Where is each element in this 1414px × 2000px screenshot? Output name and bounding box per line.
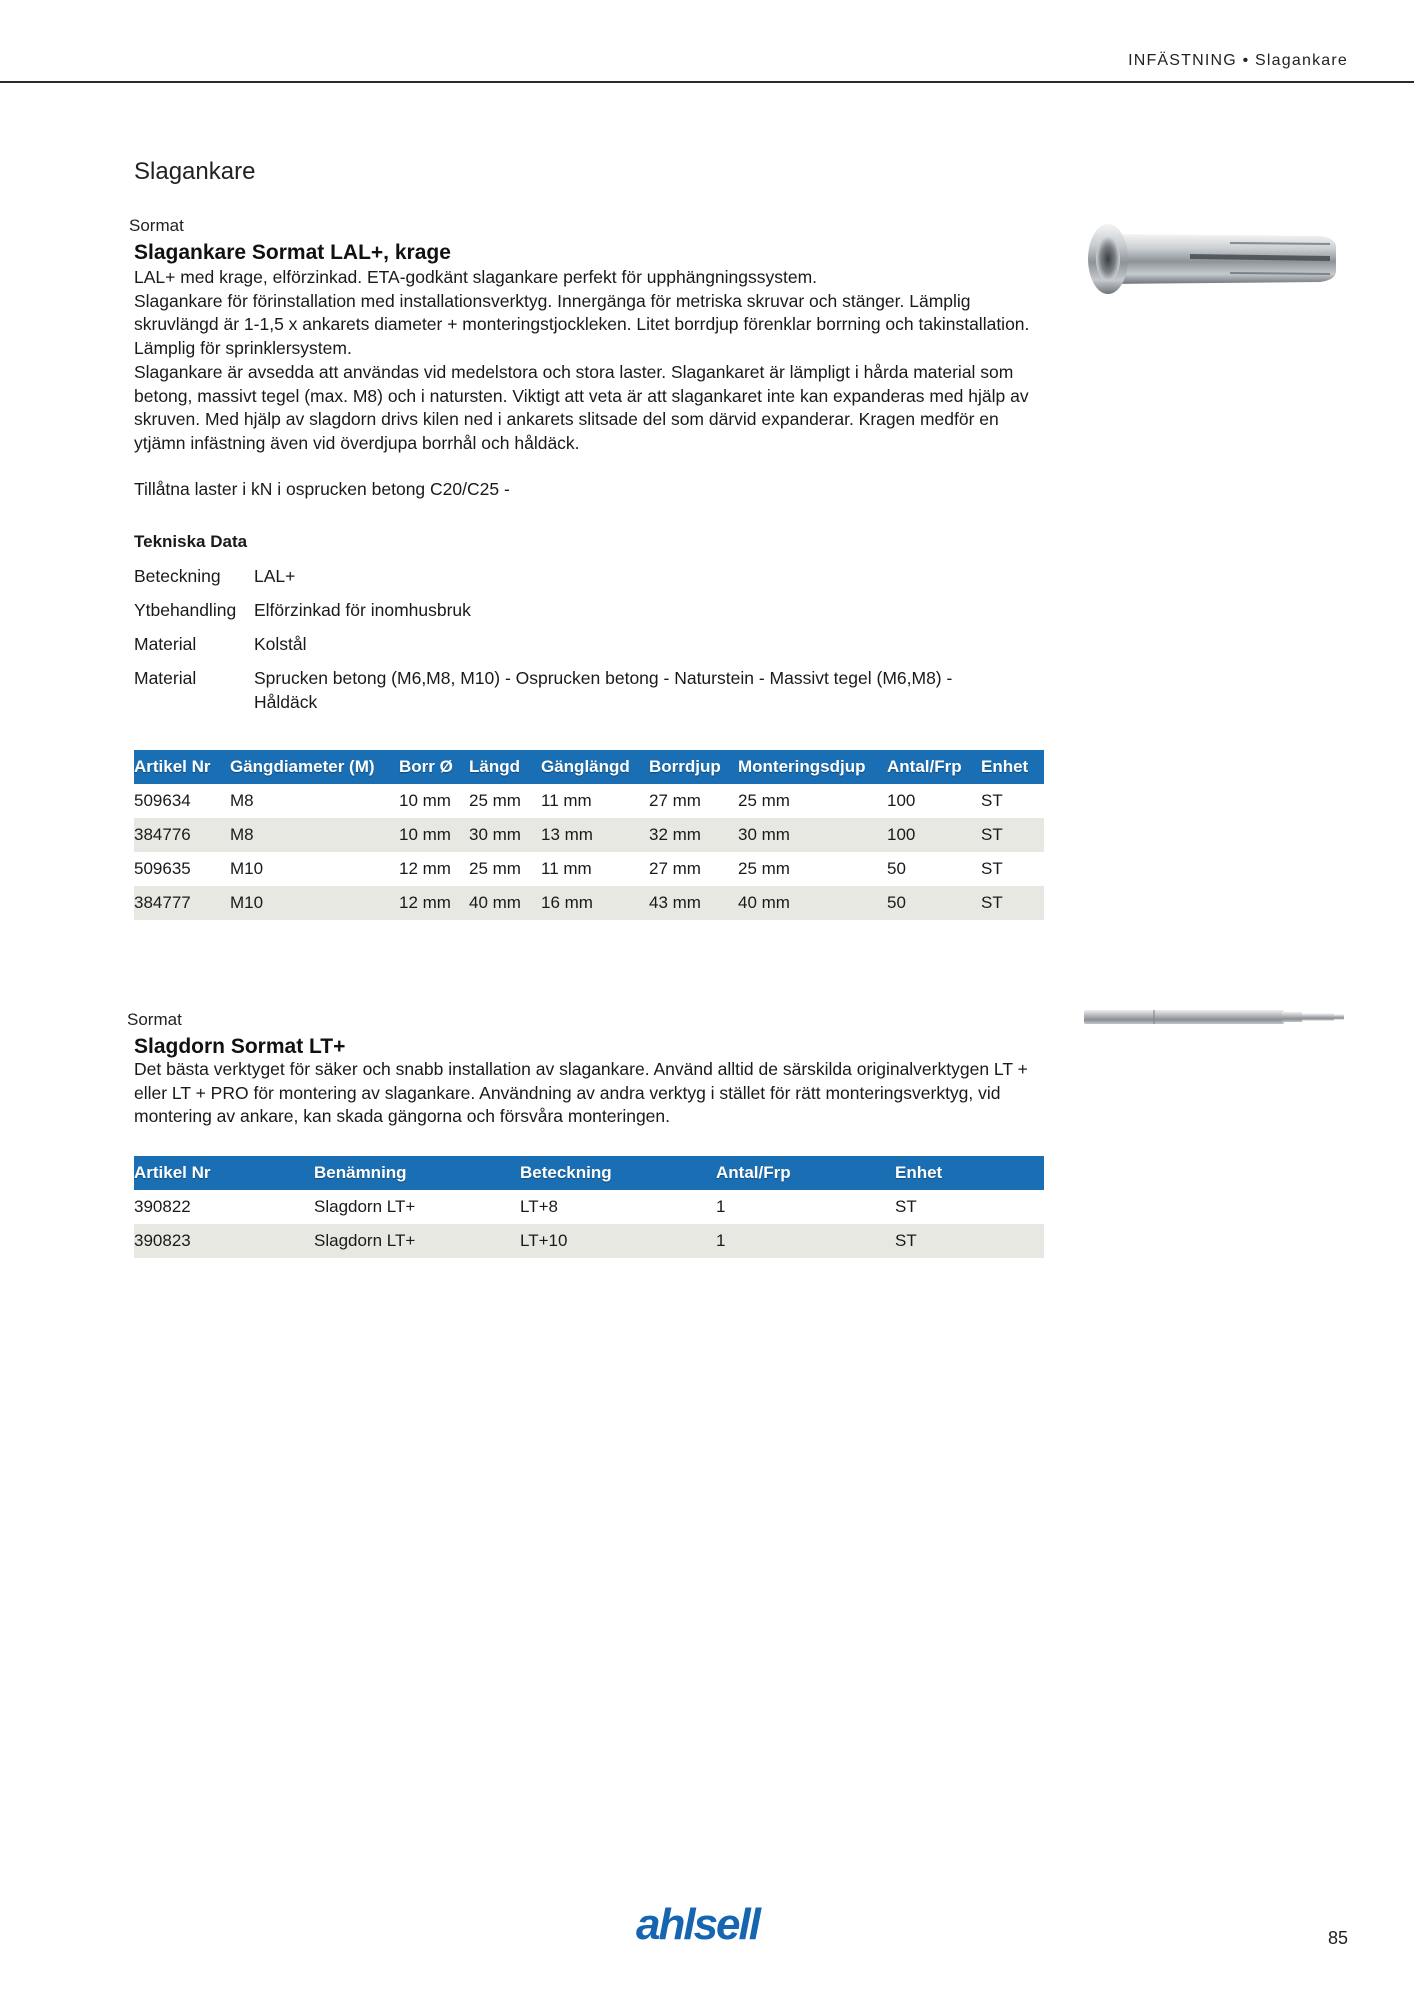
- page-number: 85: [1327, 1928, 1348, 1948]
- column-header: Benämning: [314, 1156, 520, 1190]
- product1-paragraph: Slagankare för förinstallation med installationsverktyg. Innergänga för metriska skruvar och stänger. Lämplig skruvlängd är 1-1,5 x ankarets diameter + monteringstjockleken. Litet borrdjup förenklar borrning och takinstallation. Lämplig för sprinklersystem.: [134, 290, 1030, 359]
- column-header: Gänglängd: [541, 750, 649, 784]
- tech-label: Beteckning: [134, 566, 221, 586]
- cell: ST: [981, 818, 1044, 852]
- cell: M8: [230, 818, 399, 852]
- cell: 50: [887, 886, 981, 920]
- cell: 25 mm: [738, 791, 790, 810]
- column-header: Enhet: [981, 750, 1044, 784]
- table-row: [134, 818, 1044, 852]
- table-row: [134, 1190, 1044, 1224]
- product1-brand: Sormat: [129, 216, 184, 235]
- anchor-product-image: [1080, 212, 1342, 304]
- cell: 12 mm: [399, 859, 451, 878]
- cell: 40 mm: [738, 886, 887, 920]
- cell: 12 mm: [399, 886, 469, 920]
- cell: 100: [887, 818, 981, 852]
- table-row: [134, 886, 1044, 920]
- tech-label: Ytbehandling: [134, 600, 237, 620]
- table-header-row: [134, 1156, 1044, 1190]
- product1-description: [134, 266, 1034, 456]
- column-header: Gängdiameter (M): [230, 750, 399, 784]
- tech-value: LAL+: [254, 566, 296, 586]
- cell: 384776: [134, 818, 230, 852]
- cell: M10: [230, 886, 399, 920]
- column-header: Längd: [469, 750, 541, 784]
- cell: M8: [230, 791, 254, 810]
- cell: 390822: [134, 1197, 191, 1216]
- cell: 1: [716, 1197, 726, 1216]
- cell: 30 mm: [469, 818, 541, 852]
- column-header: Monteringsdjup: [738, 750, 887, 784]
- cell: 25 mm: [469, 791, 521, 810]
- cell: 384777: [134, 886, 230, 920]
- table-header-row: [134, 750, 1044, 784]
- page-title: Slagankare: [134, 158, 256, 185]
- tech-label: Material: [134, 668, 197, 688]
- tech-value: Elförzinkad för inomhusbruk: [254, 600, 471, 620]
- cell: 509634: [134, 791, 191, 810]
- setting-tool-image: [1082, 1006, 1346, 1028]
- cell: 27 mm: [649, 791, 701, 810]
- cell: 32 mm: [649, 818, 738, 852]
- column-header: Beteckning: [520, 1156, 716, 1190]
- ahlsell-logo: ahlsell: [636, 1900, 759, 1949]
- product2-description: Det bästa verktyget för säker och snabb installation av slagankare. Använd alltid de särskilda originalverktygen LT + eller LT + PRO för montering av slagankare. Användning av andra verktyg i stället för rätt monteringsverktyg, vid montering av ankare, kan skada gängorna och försvåra monteringen.: [134, 1059, 1028, 1127]
- cell: 11 mm: [541, 859, 592, 878]
- column-header: Antal/Frp: [887, 750, 981, 784]
- cell: ST: [895, 1224, 1044, 1258]
- product1-paragraph: LAL+ med krage, elförzinkad. ETA-godkänt slagankare perfekt för upphängningssystem.: [134, 267, 818, 287]
- column-header: Borrdjup: [649, 750, 738, 784]
- cell: M10: [230, 859, 264, 878]
- cell: LT+8: [520, 1197, 558, 1216]
- product2-brand: Sormat: [127, 1010, 182, 1029]
- cell: 43 mm: [649, 886, 738, 920]
- cell: LT+10: [520, 1224, 716, 1258]
- cell: ST: [895, 1197, 917, 1216]
- cell: 10 mm: [399, 791, 451, 810]
- tech-value: Sprucken betong (M6,M8, M10) - Osprucken betong - Naturstein - Massivt tegel (M6,M8) - Håldäck: [254, 668, 953, 712]
- cell: 50: [887, 859, 906, 878]
- column-header: Borr Ø: [399, 750, 469, 784]
- cell: 25 mm: [738, 859, 790, 878]
- cell: 509635: [134, 859, 191, 878]
- cell: 390823: [134, 1224, 314, 1258]
- product2-title: Slagdorn Sormat LT+: [134, 1035, 346, 1058]
- header-section-label: INFÄSTNING • Slagankare: [1128, 52, 1348, 69]
- cell: 1: [716, 1224, 895, 1258]
- cell: ST: [981, 859, 1003, 878]
- cell: ST: [981, 791, 1003, 810]
- cell: 13 mm: [541, 818, 649, 852]
- cell: 100: [887, 791, 916, 810]
- table-row: [134, 1224, 1044, 1258]
- cell: Slagdorn LT+: [314, 1197, 416, 1216]
- column-header: Artikel Nr: [134, 1156, 314, 1190]
- cell: ST: [981, 886, 1044, 920]
- tech-label: Material: [134, 634, 197, 654]
- tech-data-title: Tekniska Data: [134, 532, 248, 551]
- product1-paragraph: Slagankare är avsedda att användas vid medelstora och stora laster. Slagankaret är lämpligt i hårda material som betong, massivt tegel (max. M8) och i natursten. Viktigt att veta är att slagankaret inte kan expanderas med hjälp av skruven. Med hjälp av slagdorn drivs kilen ned i ankarets slitsade del som därvid expanderar. Kragen medför en ytjämn infästning även vid överdjupa borrhål och håldäck.: [134, 361, 1029, 453]
- cell: 10 mm: [399, 818, 469, 852]
- cell: 25 mm: [469, 859, 521, 878]
- column-header: Artikel Nr: [134, 750, 230, 784]
- product1-loads-note: Tillåtna laster i kN i osprucken betong C20/C25 -: [134, 479, 510, 499]
- cell: 16 mm: [541, 886, 649, 920]
- product1-title: Slagankare Sormat LAL+, krage: [134, 241, 451, 264]
- cell: 30 mm: [738, 818, 887, 852]
- cell: 40 mm: [469, 886, 541, 920]
- cell: 11 mm: [541, 791, 592, 810]
- column-header: Enhet: [895, 1156, 1044, 1190]
- product1-article-table: [134, 750, 1044, 920]
- cell: 27 mm: [649, 859, 701, 878]
- product2-article-table: [134, 1156, 1044, 1258]
- table-row: [134, 852, 1044, 886]
- cell: Slagdorn LT+: [314, 1224, 520, 1258]
- column-header: Antal/Frp: [716, 1156, 895, 1190]
- tech-value: Kolstål: [254, 634, 307, 654]
- header-divider: [0, 81, 1414, 83]
- table-row: [134, 784, 1044, 818]
